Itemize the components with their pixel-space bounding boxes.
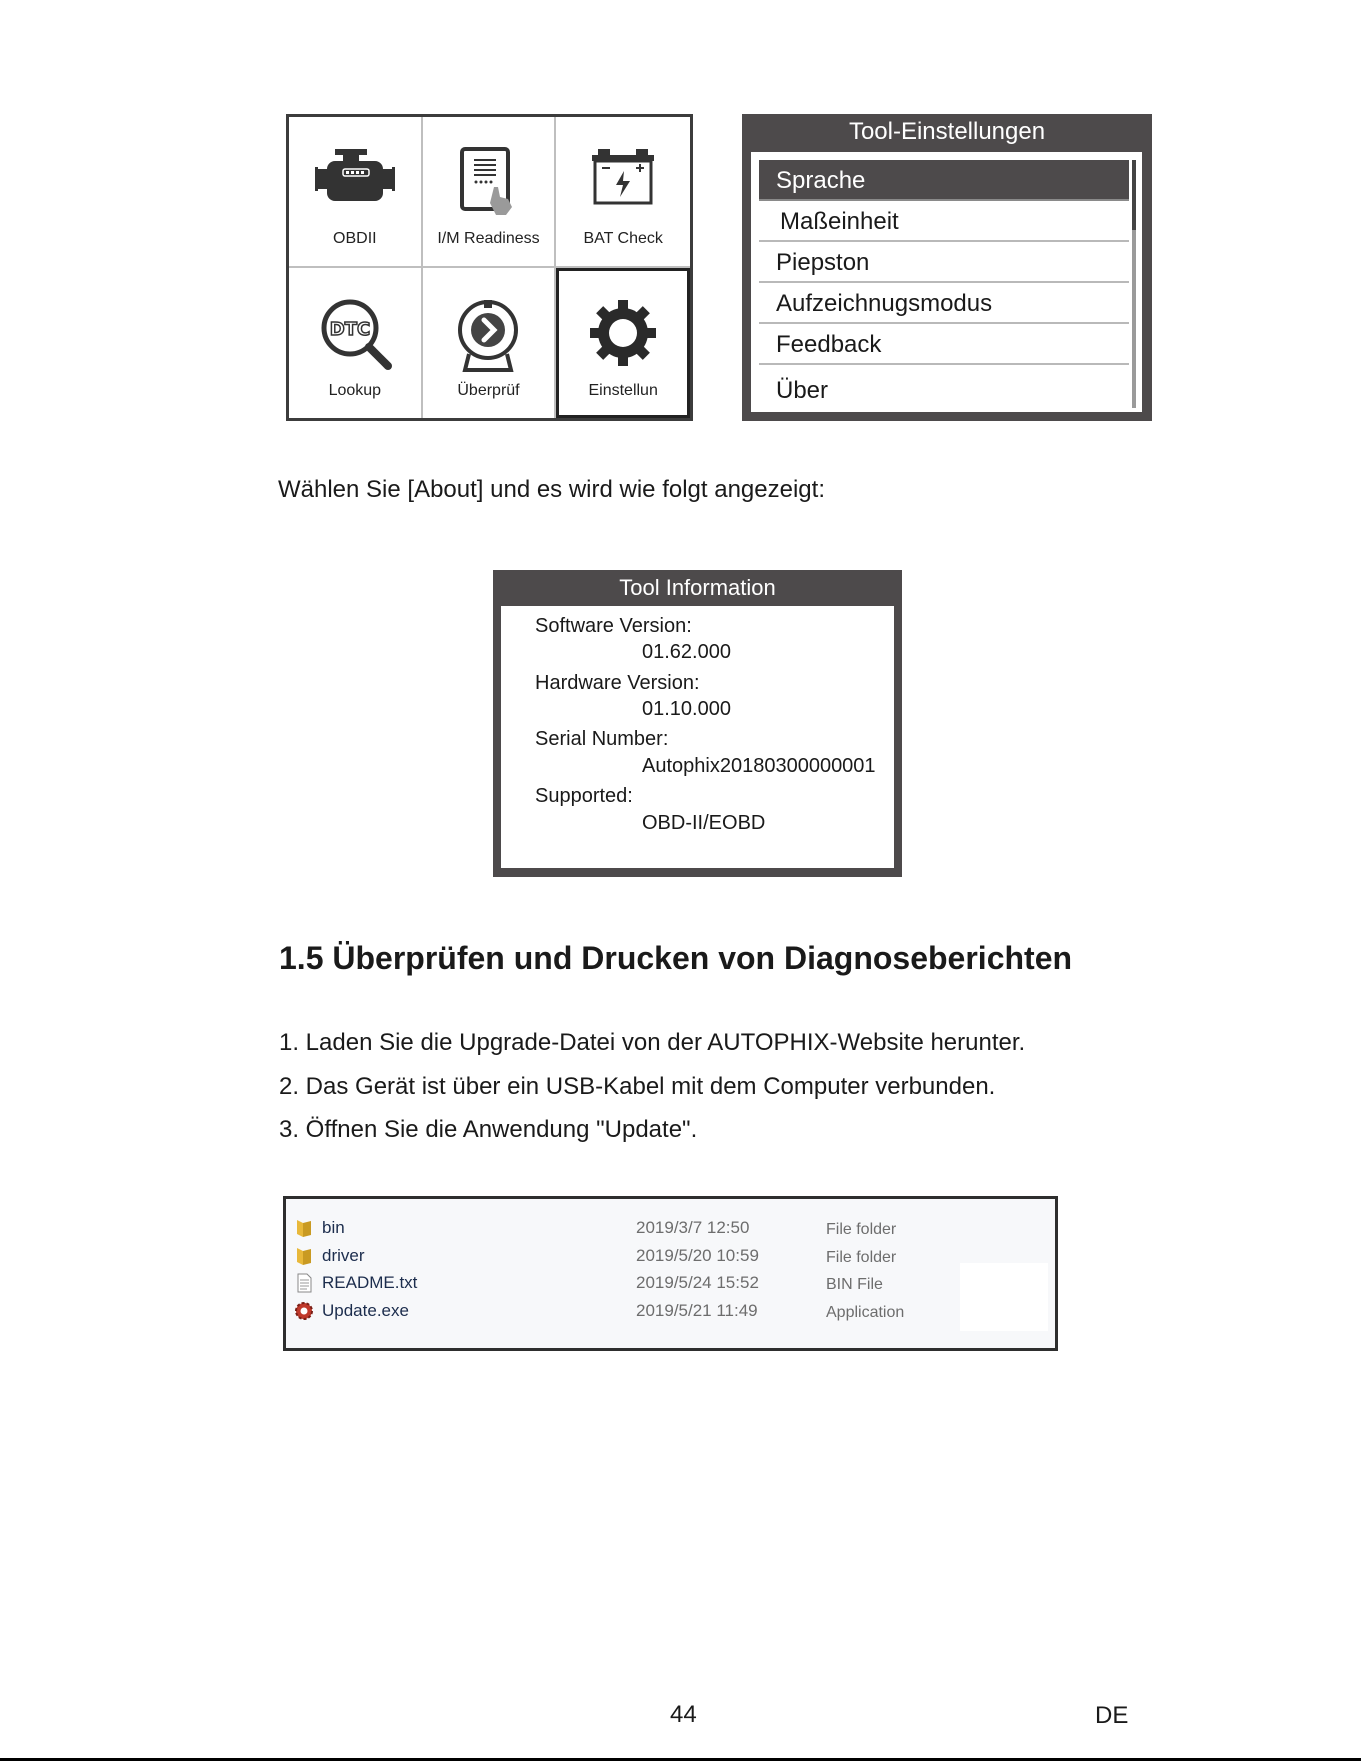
svg-text:DTC: DTC <box>329 318 371 340</box>
menu-item-review[interactable] <box>423 268 557 419</box>
file-date: 2019/5/21 11:49 <box>636 1301 758 1320</box>
menu-item-obdii[interactable] <box>289 117 423 268</box>
file-name: README.txt <box>322 1273 418 1292</box>
settings-scroll-thumb[interactable] <box>1132 160 1136 230</box>
file-list <box>283 1196 1058 1351</box>
file-name: bin <box>322 1218 345 1237</box>
settings-item-ueber[interactable]: Über <box>776 377 829 404</box>
menu-item-label: Lookup <box>328 382 382 399</box>
step-2: 2. Das Gerät ist über ein USB-Kabel mit dem Computer verbunden. <box>279 1073 996 1100</box>
gear-icon <box>588 298 658 368</box>
file-name: driver <box>322 1246 365 1265</box>
step-3: 3. Öffnen Sie die Anwendung "Update". <box>279 1116 698 1143</box>
file-type: Application <box>826 1304 905 1321</box>
main-menu-grid <box>286 114 693 421</box>
supported-label: Supported: <box>535 785 633 807</box>
settings-item-feedback[interactable]: Feedback <box>759 324 1129 365</box>
settings-panel <box>742 114 1152 421</box>
settings-title: Tool-Einstellungen <box>848 118 1046 145</box>
folder-icon <box>294 1246 314 1266</box>
hardware-version-value: 01.10.000 <box>642 698 731 720</box>
settings-item-sprache[interactable]: Sprache <box>759 160 1129 201</box>
menu-item-label: I/M Readiness <box>437 229 540 247</box>
menu-item-bat-check[interactable] <box>556 117 690 268</box>
step-1: 1. Laden Sie die Upgrade-Datei von der AUTOPHIX-Website herunter. <box>279 1029 1026 1056</box>
file-row-bin[interactable] <box>294 1216 1044 1242</box>
file-type: BIN File <box>826 1276 883 1293</box>
settings-item-masseinheit[interactable]: Maßeinheit <box>759 201 1129 242</box>
page-number: 44 <box>670 1701 697 1728</box>
hardware-version-label: Hardware Version: <box>535 672 700 694</box>
menu-item-lookup[interactable] <box>289 268 423 419</box>
text-file-icon <box>294 1273 314 1293</box>
file-row-driver[interactable] <box>294 1244 1044 1270</box>
dtc-lookup-icon <box>318 298 392 372</box>
blank-area <box>960 1263 1048 1331</box>
file-date: 2019/5/24 15:52 <box>636 1273 759 1292</box>
file-name: Update.exe <box>322 1301 409 1320</box>
file-type: File folder <box>826 1221 897 1238</box>
tool-info-panel <box>493 570 902 877</box>
battery-icon <box>590 147 656 207</box>
tool-info-body <box>501 606 894 868</box>
folder-icon <box>294 1218 314 1238</box>
file-row-readme[interactable] <box>294 1271 1044 1297</box>
menu-item-label: BAT Check <box>583 229 663 247</box>
menu-item-label: Einstellun <box>588 382 658 399</box>
menu-item-im-readiness[interactable] <box>423 117 557 268</box>
section-heading: 1.5 Überprüfen und Drucken von Diagnoseberichten <box>279 940 1073 976</box>
supported-value: OBD-II/EOBD <box>642 812 766 834</box>
settings-item-aufzeichnungsmodus[interactable]: Aufzeichnugsmodus <box>759 283 1129 324</box>
file-type: File folder <box>826 1249 897 1266</box>
serial-number-value: Autophix20180300000001 <box>642 755 876 777</box>
software-version-label: Software Version: <box>535 615 692 637</box>
menu-item-settings[interactable] <box>556 268 690 419</box>
instruction-text: Wählen Sie [About] und es wird wie folgt angezeigt: <box>278 476 825 503</box>
software-version-value: 01.62.000 <box>642 641 731 663</box>
file-date: 2019/3/7 12:50 <box>636 1218 750 1237</box>
file-row-update-exe[interactable] <box>294 1299 1044 1325</box>
language-code: DE <box>1095 1702 1129 1729</box>
menu-item-label: OBDII <box>333 229 377 247</box>
file-date: 2019/5/20 10:59 <box>636 1246 759 1265</box>
tool-info-title: Tool Information <box>619 575 776 600</box>
menu-item-label: Überprüf <box>457 382 520 399</box>
serial-number-label: Serial Number: <box>535 728 669 750</box>
gear-app-icon <box>294 1301 314 1321</box>
settings-item-piepston[interactable]: Piepston <box>759 242 1129 283</box>
settings-list <box>751 152 1142 412</box>
engine-icon <box>315 147 395 211</box>
tablet-icon <box>456 147 520 217</box>
review-icon <box>455 298 521 372</box>
